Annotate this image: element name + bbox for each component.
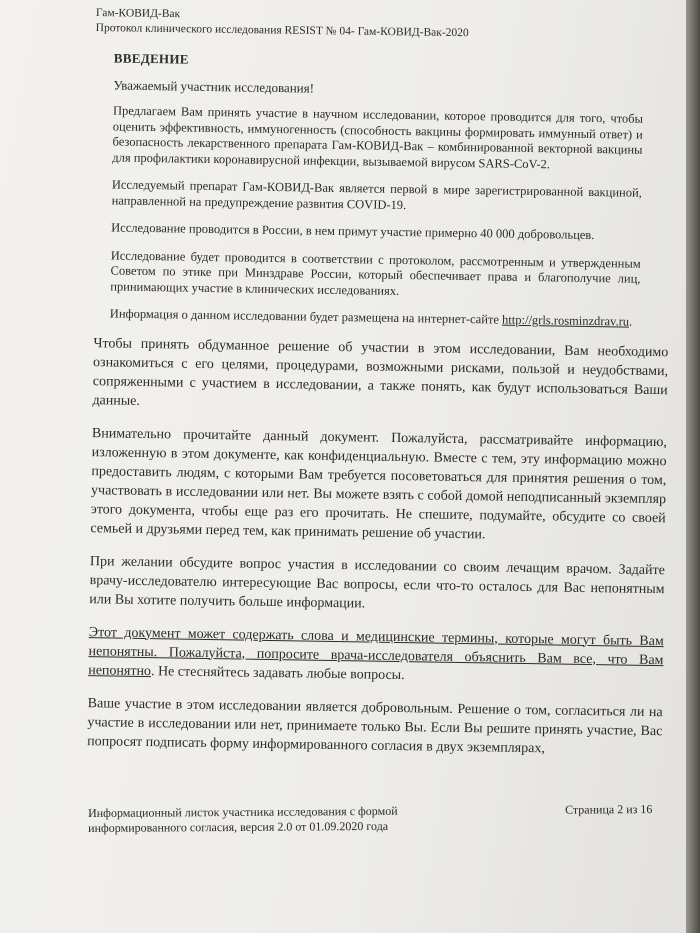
website-link[interactable]: http://grls.rosminzdrav.ru bbox=[502, 312, 630, 329]
paragraph-purpose: Предлагаем Вам принять участие в научном исследовании, которое проводится для того, чтобы оценить эффективность, иммуногенность (способность вакцины формировать иммунный ответ) и безопасность лекарственного препарата Гам-КОВИД-Вак – комбинированной векторной вакцины для профилактики коронавирусной инфекции, вызываемой вирусом SARS-CoV-2. bbox=[112, 103, 644, 171]
greeting: Уважаемый участник исследования! bbox=[113, 77, 315, 96]
footer-line-2: информированного согласия, версия 2.0 от 01.09.2020 года bbox=[88, 818, 389, 835]
document-body bbox=[73, 50, 669, 773]
paragraph-ethics: Исследование будет проводится в соответствии с протоколом, рассмотренным и утвержденным Советом по этике при Минздраве России, который обеспечивает права и благополучие лиц, принимающих участие в клинических исследованиях. bbox=[110, 247, 641, 298]
paragraph-decision: Чтобы принять обдуманное решение об участии в этом исследовании, Вам необходимо ознакомиться с его целями, процедурами, возможными рисками, пользой и неудобствами, сопряженными с участием в исследовании, а также понять, как будут использоваться Ваши данные. bbox=[92, 335, 669, 409]
paragraph-terms bbox=[88, 623, 664, 689]
website-end: . bbox=[628, 314, 633, 329]
document-header bbox=[96, 6, 469, 41]
footer-line-1: Информационный листок участника исследования с формой bbox=[88, 803, 398, 820]
paragraph-drug: Исследуемый препарат Гам-КОВИД-Вак является первой в мире зарегистрированной вакциной, направленной на предупреждение развития COVID-19. bbox=[111, 177, 642, 212]
header-protocol: Протокол клинического исследования RESIST № 04- Гам-КОВИД-Вак-2020 bbox=[95, 21, 469, 40]
paragraph-discuss: При желании обсудите вопрос участия в исследовании со своим лечащим врачом. Задайте врачу-исследователю интересующие Вас вопросы, если что-то осталось для Вас непонятным или Вы хотите получить больше информации. bbox=[89, 553, 666, 611]
terms-underlined: Этот документ может содержать слова и медицинские термины, которые могут быть Вам непонятны. Пожалуйста, попросите врача-исследователя объяснить Вам все, что Вам непонятно bbox=[88, 624, 664, 679]
website-text: Информация о данном исследовании будет размещена на интернет-сайте bbox=[109, 306, 500, 327]
document-footer bbox=[88, 802, 653, 835]
header-vaccine-name: Гам-КОВИД-Вак bbox=[95, 6, 181, 21]
paragraph-website bbox=[110, 306, 640, 330]
page-number: Страница 2 из 16 bbox=[564, 802, 653, 817]
footer-form-info bbox=[88, 803, 468, 836]
paragraph-location: Исследование проводится в России, в нем примут участие примерно 40 000 добровольцев. bbox=[111, 220, 595, 243]
section-title: ВВЕДЕНИЕ bbox=[113, 50, 189, 67]
terms-rest: . Не стесняйтесь задавать любые вопросы. bbox=[150, 663, 405, 683]
page-edge-shadow bbox=[686, 0, 700, 933]
paragraph-voluntary: Ваше участие в этом исследовании является добровольным. Решение о том, согласиться ли на участие в исследовании или нет, принимаете только Вы. Если Вы решите принять участие, Вас попросят подписать форму информированного согласия в двух экземплярах, bbox=[87, 695, 663, 756]
paragraph-read-carefully: Внимательно прочитайте данный документ. Пожалуйста, рассматривайте информацию, изложенную в этом документе, как конфиденциальную. Вместе с тем, эту информацию можно предоставить людям, с которыми Вам требуется посоветоваться для принятия решения о том, участвовать в исследовании или нет. Вы можете взять с собой домой неподписанный экземпляр этого документа, чтобы еще раз его прочитать. Не спешите, подумайте, обсудите со своей семьей и друзьями перед тем, как принимать решение об участии. bbox=[90, 425, 668, 542]
